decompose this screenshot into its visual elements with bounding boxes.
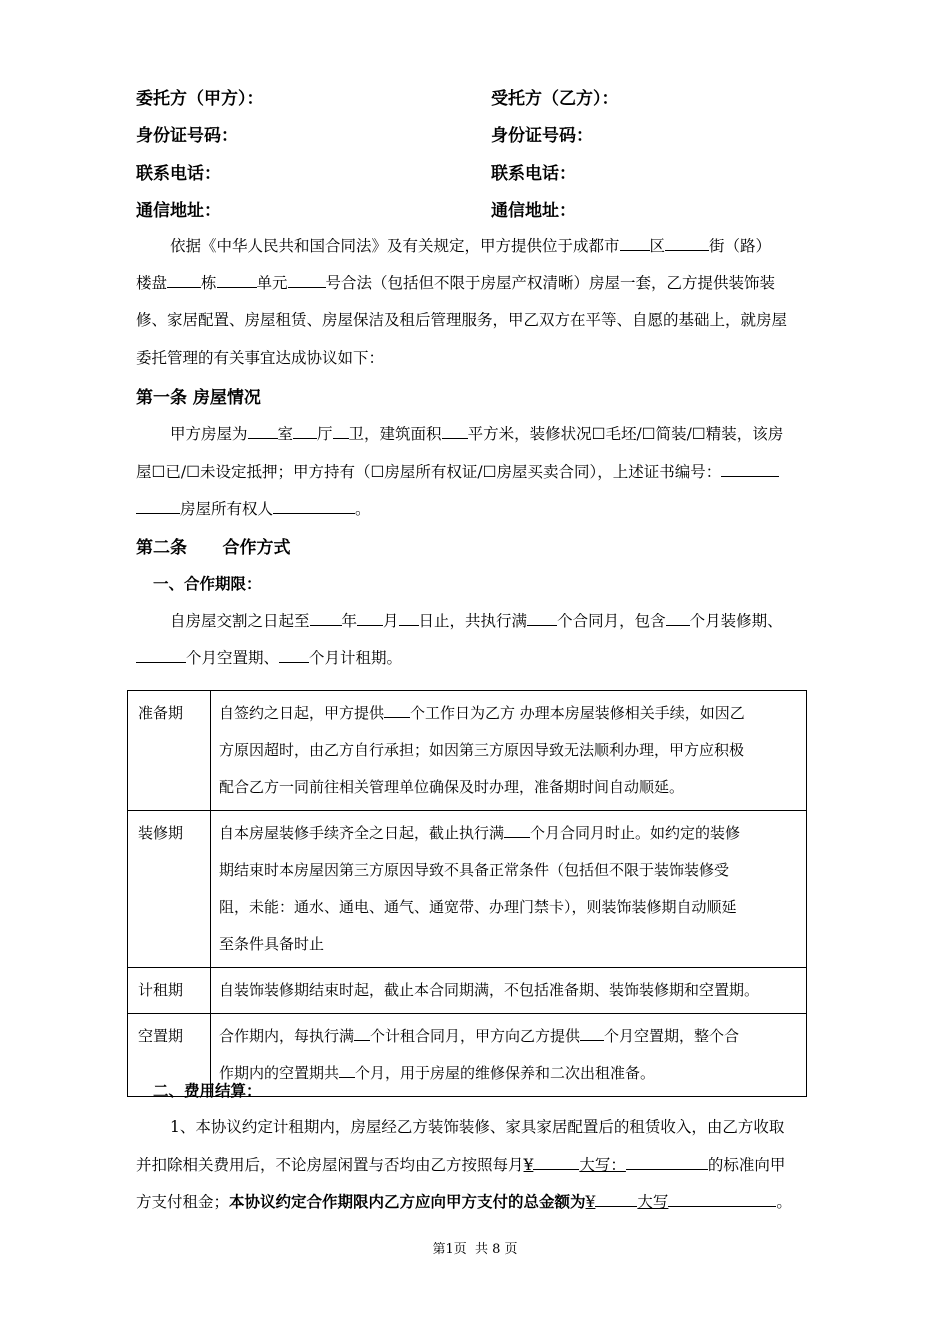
decoration-months-blank <box>666 610 690 626</box>
unit-blank <box>288 272 326 288</box>
decoration-blank <box>504 822 530 838</box>
vacancy-given-blank <box>580 1025 604 1041</box>
article-text: 房屋所有权人 <box>180 500 274 518</box>
cell-text: 个工作日为乙方 办理本房屋装修相关手续，如因乙 <box>410 704 745 722</box>
party-b-phone-label: 联系电话： <box>491 164 576 184</box>
area-blank <box>442 423 468 439</box>
fee-text: 并扣除相关费用后，不论房屋闲置与否均由乙方按照每月 <box>136 1156 524 1174</box>
period-name: 准备期 <box>128 691 211 811</box>
cell-text: 至条件具备时止 <box>219 935 325 953</box>
intro-line-2 <box>136 271 775 293</box>
term-text: 自房屋交割之日起至 <box>170 612 310 630</box>
building-blank <box>217 272 257 288</box>
workdays-blank <box>384 702 410 718</box>
party-a-phone-label: 联系电话： <box>136 164 221 184</box>
article-text: 屋☐已/☐未设定抵押；甲方持有（☐房屋所有权证/☐房屋买卖合同），上述证书编号： <box>136 463 722 481</box>
year-blank <box>310 610 342 626</box>
party-a-label: 委托方（甲方）： <box>136 89 264 109</box>
street-blank <box>665 235 709 251</box>
article-2-title <box>136 533 291 558</box>
intro-line-1 <box>170 234 771 256</box>
intro-text: 楼盘 <box>136 274 168 292</box>
estate-blank <box>167 272 201 288</box>
rental-months-blank <box>279 647 309 663</box>
page-number: 第1页 共 8 页 <box>432 1242 518 1257</box>
cell-text: 阻，未能：通水、通电、通气、通宽带、办理门禁卡），则装饰装修期自动顺延 <box>219 898 737 916</box>
vacancy-total-blank <box>339 1062 355 1078</box>
fee-line-2 <box>136 1153 785 1175</box>
baths-blank <box>333 423 349 439</box>
term-text: 日止，共执行满 <box>418 612 528 630</box>
table-row <box>128 968 807 1014</box>
article-1-line-3 <box>136 497 371 519</box>
cell-text: 方原因超时，由乙方自行承担；如因第三方原因导致无法顺利办理，甲方应积极 <box>219 741 745 759</box>
fee-line-3 <box>136 1190 792 1212</box>
capital-label: 大写 <box>637 1193 669 1211</box>
cell-text: 自本房屋装修手续齐全之日起，截止执行满 <box>219 824 505 842</box>
capital-label: 大写： <box>579 1156 626 1174</box>
term-text: 年 <box>341 612 358 630</box>
cell-text: 作期内的空置期共 <box>219 1064 340 1082</box>
article-2-title-text: 第二条 合作方式 <box>136 538 291 558</box>
intro-text: 街（路） <box>709 237 772 255</box>
cell-text: 合作期内，每执行满 <box>219 1027 355 1045</box>
fee-text: 。 <box>776 1193 792 1211</box>
halls-blank <box>293 423 317 439</box>
fee-text: 的标准向甲 <box>707 1156 786 1174</box>
intro-text: 单元 <box>256 274 288 292</box>
monthly-capital-blank <box>626 1154 708 1170</box>
cell-text: 个月，用于房屋的维修保养和二次出租准备。 <box>355 1064 656 1082</box>
party-b-id-label: 身份证号码： <box>491 126 593 146</box>
total-amount-blank <box>595 1191 637 1207</box>
rooms-blank <box>248 423 278 439</box>
article-text: 甲方房屋为 <box>170 425 248 443</box>
day-blank <box>399 610 419 626</box>
cooperation-term-heading: 一、合作期限： <box>153 574 262 593</box>
certificate-blank-cont <box>136 498 180 514</box>
article-text: 平方米，装修状况☐毛坯/☐简装/☐精装，该房 <box>467 425 784 443</box>
period-description <box>211 811 807 968</box>
article-text: 厅 <box>317 425 333 443</box>
term-text: 个月装修期、 <box>689 612 783 630</box>
cell-text: 配合乙方一同前往相关管理单位确保及时办理，准备期时间自动顺延。 <box>219 778 685 796</box>
period-description <box>211 968 807 1014</box>
cell-text: 期结束时本房屋因第三方原因导致不具备正常条件（包括但不限于装饰装修受 <box>219 861 730 879</box>
table-row <box>128 811 807 968</box>
party-a-address-label: 通信地址： <box>136 201 221 221</box>
month-blank <box>357 610 383 626</box>
term-line-1 <box>170 609 783 631</box>
period-name: 装修期 <box>128 811 211 968</box>
article-text: 室 <box>277 425 294 443</box>
party-b-address-label: 通信地址： <box>491 201 576 221</box>
contract-months-blank <box>527 610 557 626</box>
cell-text: 个计租合同月，甲方向乙方提供 <box>370 1027 581 1045</box>
cell-text: 个月空置期，整个合 <box>604 1027 740 1045</box>
cell-text: 自签约之日起，甲方提供 <box>219 704 385 722</box>
yuan-sign: ¥ <box>523 1156 534 1174</box>
yuan-sign: ¥ <box>585 1193 596 1211</box>
period-name: 计租期 <box>128 968 211 1014</box>
article-1-line-2 <box>136 460 779 482</box>
table-row <box>128 691 807 811</box>
intro-text: 依据《中华人民共和国合同法》及有关规定，甲方提供位于成都市 <box>170 237 620 255</box>
vacancy-months-blank <box>136 647 186 663</box>
district-blank <box>620 235 650 251</box>
period-description <box>211 691 807 811</box>
term-text: 月 <box>383 612 399 630</box>
fee-text: 方支付租金； <box>136 1193 230 1211</box>
owner-blank <box>273 498 355 514</box>
period-description <box>211 1014 807 1097</box>
fee-line-1: 1、本协议约定计租期内，房屋经乙方装饰装修、家具家居配置后的租赁收入，由乙方收取 <box>170 1118 785 1136</box>
intro-line-3: 修、家居配置、房屋租赁、房屋保洁及租后管理服务，甲乙双方在平等、自愿的基础上，就房屋 <box>136 311 788 329</box>
term-text: 个合同月，包含 <box>557 612 666 630</box>
total-capital-blank <box>668 1191 776 1207</box>
rent-months-blank <box>354 1025 370 1041</box>
intro-text: 栋 <box>201 274 217 292</box>
party-b-label: 受托方（乙方）： <box>491 89 619 109</box>
term-line-2 <box>136 646 402 668</box>
article-text: 卫，建筑面积 <box>348 425 442 443</box>
period-table <box>127 690 807 1097</box>
certificate-blank <box>721 461 779 477</box>
monthly-amount-blank <box>533 1154 579 1170</box>
article-1-line-1 <box>170 422 783 444</box>
period-name: 空置期 <box>128 1014 211 1097</box>
article-1-title: 第一条 房屋情况 <box>136 388 261 408</box>
cell-text: 个月合同月时止。如约定的装修 <box>530 824 741 842</box>
intro-text: 区 <box>649 237 666 255</box>
fee-settlement-heading: 二、费用结算： <box>153 1081 262 1100</box>
intro-text: 号合法（包括但不限于房屋产权清晰）房屋一套，乙方提供装饰装 <box>325 274 776 292</box>
term-text: 个月空置期、 <box>186 649 280 667</box>
party-a-id-label: 身份证号码： <box>136 126 238 146</box>
cell-text: 自装饰装修期结束时起，截止本合同期满，不包括准备期、装饰装修期和空置期。 <box>219 981 760 999</box>
article-text: 。 <box>355 500 371 518</box>
intro-line-4: 委托管理的有关事宜达成协议如下： <box>136 349 385 367</box>
term-text: 个月计租期。 <box>309 649 403 667</box>
fee-total-text: 本协议约定合作期限内乙方应向甲方支付的总金额为 <box>229 1192 586 1211</box>
